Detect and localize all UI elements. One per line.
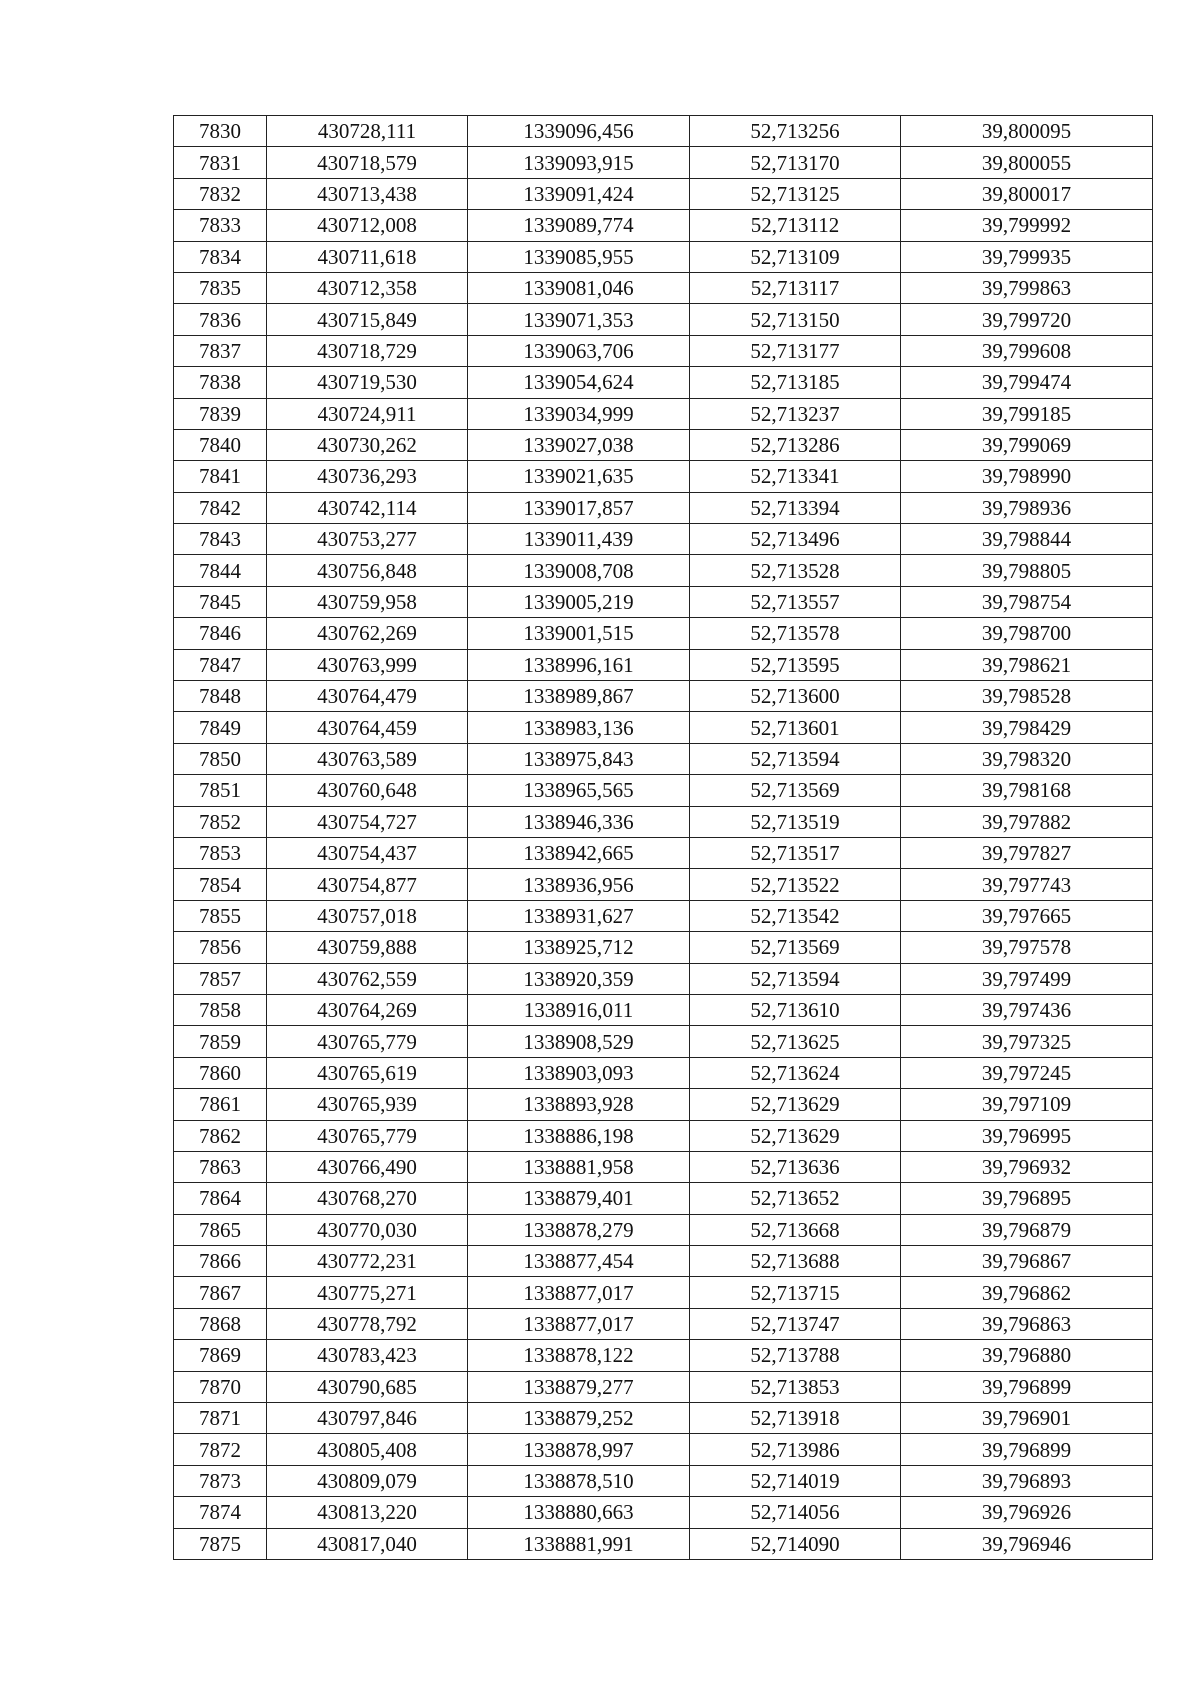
table-row [174,1089,1153,1120]
longitude-cell: 39,797882 [901,806,1153,837]
x-coordinate-cell: 430765,939 [267,1089,468,1120]
x-coordinate-cell: 430764,269 [267,994,468,1025]
x-coordinate-cell: 430724,911 [267,398,468,429]
latitude-cell: 52,713517 [690,837,901,868]
coordinates-table-body [174,116,1153,1560]
latitude-cell: 52,713636 [690,1151,901,1182]
latitude-cell: 52,713177 [690,335,901,366]
longitude-cell: 39,796880 [901,1340,1153,1371]
x-coordinate-cell: 430768,270 [267,1183,468,1214]
longitude-cell: 39,798700 [901,618,1153,649]
table-row [174,1183,1153,1214]
point-number-cell: 7839 [174,398,267,429]
longitude-cell: 39,797325 [901,1026,1153,1057]
latitude-cell: 52,713522 [690,869,901,900]
y-coordinate-cell: 1338942,665 [468,837,690,868]
latitude-cell: 52,713569 [690,775,901,806]
x-coordinate-cell: 430790,685 [267,1371,468,1402]
latitude-cell: 52,713578 [690,618,901,649]
longitude-cell: 39,798621 [901,649,1153,680]
table-row [174,304,1153,335]
x-coordinate-cell: 430765,779 [267,1120,468,1151]
x-coordinate-cell: 430754,727 [267,806,468,837]
x-coordinate-cell: 430765,779 [267,1026,468,1057]
table-row [174,681,1153,712]
table-row [174,492,1153,523]
point-number-cell: 7858 [174,994,267,1025]
y-coordinate-cell: 1338878,997 [468,1434,690,1465]
table-row [174,524,1153,555]
x-coordinate-cell: 430753,277 [267,524,468,555]
x-coordinate-cell: 430805,408 [267,1434,468,1465]
point-number-cell: 7862 [174,1120,267,1151]
point-number-cell: 7869 [174,1340,267,1371]
latitude-cell: 52,713341 [690,461,901,492]
table-row [174,555,1153,586]
x-coordinate-cell: 430797,846 [267,1403,468,1434]
table-row [174,586,1153,617]
x-coordinate-cell: 430765,619 [267,1057,468,1088]
x-coordinate-cell: 430775,271 [267,1277,468,1308]
longitude-cell: 39,796863 [901,1308,1153,1339]
point-number-cell: 7859 [174,1026,267,1057]
y-coordinate-cell: 1339021,635 [468,461,690,492]
point-number-cell: 7867 [174,1277,267,1308]
y-coordinate-cell: 1338877,017 [468,1308,690,1339]
point-number-cell: 7852 [174,806,267,837]
longitude-cell: 39,799185 [901,398,1153,429]
y-coordinate-cell: 1339091,424 [468,178,690,209]
x-coordinate-cell: 430736,293 [267,461,468,492]
latitude-cell: 52,713170 [690,147,901,178]
longitude-cell: 39,797499 [901,963,1153,994]
x-coordinate-cell: 430760,648 [267,775,468,806]
x-coordinate-cell: 430718,579 [267,147,468,178]
point-number-cell: 7865 [174,1214,267,1245]
latitude-cell: 52,713542 [690,900,901,931]
longitude-cell: 39,796946 [901,1528,1153,1559]
latitude-cell: 52,713185 [690,367,901,398]
latitude-cell: 52,713788 [690,1340,901,1371]
y-coordinate-cell: 1338946,336 [468,806,690,837]
longitude-cell: 39,796895 [901,1183,1153,1214]
latitude-cell: 52,713237 [690,398,901,429]
longitude-cell: 39,799069 [901,429,1153,460]
table-row [174,1214,1153,1245]
y-coordinate-cell: 1338920,359 [468,963,690,994]
table-row [174,649,1153,680]
table-row [174,398,1153,429]
latitude-cell: 52,713918 [690,1403,901,1434]
x-coordinate-cell: 430763,999 [267,649,468,680]
table-row [174,1528,1153,1559]
longitude-cell: 39,798805 [901,555,1153,586]
y-coordinate-cell: 1339085,955 [468,241,690,272]
table-row [174,429,1153,460]
table-row [174,900,1153,931]
x-coordinate-cell: 430762,559 [267,963,468,994]
latitude-cell: 52,713150 [690,304,901,335]
x-coordinate-cell: 430770,030 [267,1214,468,1245]
y-coordinate-cell: 1338975,843 [468,743,690,774]
table-row [174,367,1153,398]
longitude-cell: 39,796901 [901,1403,1153,1434]
y-coordinate-cell: 1338878,122 [468,1340,690,1371]
longitude-cell: 39,798990 [901,461,1153,492]
latitude-cell: 52,713569 [690,932,901,963]
longitude-cell: 39,799863 [901,272,1153,303]
table-row [174,743,1153,774]
x-coordinate-cell: 430754,437 [267,837,468,868]
longitude-cell: 39,798936 [901,492,1153,523]
y-coordinate-cell: 1338931,627 [468,900,690,931]
longitude-cell: 39,798528 [901,681,1153,712]
y-coordinate-cell: 1339017,857 [468,492,690,523]
longitude-cell: 39,796893 [901,1465,1153,1496]
x-coordinate-cell: 430719,530 [267,367,468,398]
y-coordinate-cell: 1339005,219 [468,586,690,617]
point-number-cell: 7871 [174,1403,267,1434]
y-coordinate-cell: 1338983,136 [468,712,690,743]
latitude-cell: 52,713600 [690,681,901,712]
point-number-cell: 7844 [174,555,267,586]
point-number-cell: 7850 [174,743,267,774]
table-row [174,932,1153,963]
table-row [174,1497,1153,1528]
table-row [174,1465,1153,1496]
point-number-cell: 7838 [174,367,267,398]
latitude-cell: 52,713394 [690,492,901,523]
y-coordinate-cell: 1338903,093 [468,1057,690,1088]
point-number-cell: 7846 [174,618,267,649]
table-row [174,1246,1153,1277]
point-number-cell: 7835 [174,272,267,303]
y-coordinate-cell: 1338925,712 [468,932,690,963]
y-coordinate-cell: 1339027,038 [468,429,690,460]
table-row [174,1340,1153,1371]
table-row [174,775,1153,806]
y-coordinate-cell: 1338916,011 [468,994,690,1025]
point-number-cell: 7833 [174,210,267,241]
x-coordinate-cell: 430742,114 [267,492,468,523]
latitude-cell: 52,713125 [690,178,901,209]
latitude-cell: 52,713117 [690,272,901,303]
latitude-cell: 52,713519 [690,806,901,837]
table-row [174,147,1153,178]
table-row [174,335,1153,366]
x-coordinate-cell: 430754,877 [267,869,468,900]
x-coordinate-cell: 430764,459 [267,712,468,743]
y-coordinate-cell: 1339054,624 [468,367,690,398]
y-coordinate-cell: 1338879,401 [468,1183,690,1214]
x-coordinate-cell: 430759,888 [267,932,468,963]
latitude-cell: 52,713652 [690,1183,901,1214]
latitude-cell: 52,713112 [690,210,901,241]
table-row [174,1371,1153,1402]
x-coordinate-cell: 430778,792 [267,1308,468,1339]
y-coordinate-cell: 1339011,439 [468,524,690,555]
y-coordinate-cell: 1338879,277 [468,1371,690,1402]
point-number-cell: 7864 [174,1183,267,1214]
longitude-cell: 39,797578 [901,932,1153,963]
point-number-cell: 7843 [174,524,267,555]
point-number-cell: 7834 [174,241,267,272]
longitude-cell: 39,798168 [901,775,1153,806]
point-number-cell: 7847 [174,649,267,680]
table-row [174,116,1153,147]
point-number-cell: 7861 [174,1089,267,1120]
y-coordinate-cell: 1339063,706 [468,335,690,366]
y-coordinate-cell: 1338877,454 [468,1246,690,1277]
x-coordinate-cell: 430730,262 [267,429,468,460]
x-coordinate-cell: 430817,040 [267,1528,468,1559]
y-coordinate-cell: 1339034,999 [468,398,690,429]
longitude-cell: 39,797827 [901,837,1153,868]
table-row [174,1120,1153,1151]
longitude-cell: 39,796879 [901,1214,1153,1245]
latitude-cell: 52,713668 [690,1214,901,1245]
y-coordinate-cell: 1338880,663 [468,1497,690,1528]
point-number-cell: 7832 [174,178,267,209]
y-coordinate-cell: 1339001,515 [468,618,690,649]
point-number-cell: 7866 [174,1246,267,1277]
latitude-cell: 52,713629 [690,1089,901,1120]
latitude-cell: 52,714056 [690,1497,901,1528]
table-row [174,210,1153,241]
x-coordinate-cell: 430711,618 [267,241,468,272]
x-coordinate-cell: 430772,231 [267,1246,468,1277]
point-number-cell: 7830 [174,116,267,147]
table-row [174,1151,1153,1182]
x-coordinate-cell: 430713,438 [267,178,468,209]
table-row [174,963,1153,994]
latitude-cell: 52,713853 [690,1371,901,1402]
point-number-cell: 7840 [174,429,267,460]
y-coordinate-cell: 1338893,928 [468,1089,690,1120]
latitude-cell: 52,713625 [690,1026,901,1057]
point-number-cell: 7863 [174,1151,267,1182]
latitude-cell: 52,713715 [690,1277,901,1308]
point-number-cell: 7875 [174,1528,267,1559]
longitude-cell: 39,796926 [901,1497,1153,1528]
x-coordinate-cell: 430718,729 [267,335,468,366]
x-coordinate-cell: 430728,111 [267,116,468,147]
y-coordinate-cell: 1338908,529 [468,1026,690,1057]
longitude-cell: 39,799474 [901,367,1153,398]
table-row [174,1057,1153,1088]
latitude-cell: 52,713629 [690,1120,901,1151]
longitude-cell: 39,796995 [901,1120,1153,1151]
latitude-cell: 52,713986 [690,1434,901,1465]
y-coordinate-cell: 1339081,046 [468,272,690,303]
longitude-cell: 39,798754 [901,586,1153,617]
x-coordinate-cell: 430764,479 [267,681,468,712]
table-row [174,837,1153,868]
point-number-cell: 7842 [174,492,267,523]
x-coordinate-cell: 430766,490 [267,1151,468,1182]
latitude-cell: 52,713610 [690,994,901,1025]
longitude-cell: 39,799935 [901,241,1153,272]
longitude-cell: 39,800095 [901,116,1153,147]
x-coordinate-cell: 430712,008 [267,210,468,241]
point-number-cell: 7874 [174,1497,267,1528]
x-coordinate-cell: 430715,849 [267,304,468,335]
latitude-cell: 52,713496 [690,524,901,555]
longitude-cell: 39,796899 [901,1371,1153,1402]
y-coordinate-cell: 1339008,708 [468,555,690,586]
latitude-cell: 52,713594 [690,963,901,994]
y-coordinate-cell: 1338886,198 [468,1120,690,1151]
longitude-cell: 39,796862 [901,1277,1153,1308]
latitude-cell: 52,713256 [690,116,901,147]
point-number-cell: 7854 [174,869,267,900]
point-number-cell: 7873 [174,1465,267,1496]
longitude-cell: 39,797109 [901,1089,1153,1120]
point-number-cell: 7851 [174,775,267,806]
longitude-cell: 39,796867 [901,1246,1153,1277]
table-row [174,241,1153,272]
table-row [174,178,1153,209]
longitude-cell: 39,798844 [901,524,1153,555]
longitude-cell: 39,797245 [901,1057,1153,1088]
longitude-cell: 39,800017 [901,178,1153,209]
longitude-cell: 39,799992 [901,210,1153,241]
y-coordinate-cell: 1338936,956 [468,869,690,900]
latitude-cell: 52,714019 [690,1465,901,1496]
y-coordinate-cell: 1338881,991 [468,1528,690,1559]
table-row [174,1026,1153,1057]
latitude-cell: 52,713528 [690,555,901,586]
y-coordinate-cell: 1338965,565 [468,775,690,806]
table-row [174,618,1153,649]
x-coordinate-cell: 430757,018 [267,900,468,931]
x-coordinate-cell: 430809,079 [267,1465,468,1496]
y-coordinate-cell: 1338989,867 [468,681,690,712]
longitude-cell: 39,799608 [901,335,1153,366]
table-row [174,712,1153,743]
point-number-cell: 7872 [174,1434,267,1465]
longitude-cell: 39,797743 [901,869,1153,900]
point-number-cell: 7849 [174,712,267,743]
table-row [174,1403,1153,1434]
longitude-cell: 39,798320 [901,743,1153,774]
latitude-cell: 52,713595 [690,649,901,680]
point-number-cell: 7868 [174,1308,267,1339]
x-coordinate-cell: 430763,589 [267,743,468,774]
latitude-cell: 52,713557 [690,586,901,617]
point-number-cell: 7845 [174,586,267,617]
y-coordinate-cell: 1338878,279 [468,1214,690,1245]
y-coordinate-cell: 1338996,161 [468,649,690,680]
x-coordinate-cell: 430813,220 [267,1497,468,1528]
point-number-cell: 7860 [174,1057,267,1088]
longitude-cell: 39,798429 [901,712,1153,743]
table-row [174,461,1153,492]
y-coordinate-cell: 1338879,252 [468,1403,690,1434]
point-number-cell: 7831 [174,147,267,178]
latitude-cell: 52,713601 [690,712,901,743]
point-number-cell: 7870 [174,1371,267,1402]
x-coordinate-cell: 430756,848 [267,555,468,586]
y-coordinate-cell: 1339093,915 [468,147,690,178]
table-row [174,1277,1153,1308]
x-coordinate-cell: 430762,269 [267,618,468,649]
point-number-cell: 7837 [174,335,267,366]
longitude-cell: 39,797665 [901,900,1153,931]
x-coordinate-cell: 430712,358 [267,272,468,303]
latitude-cell: 52,713286 [690,429,901,460]
table-row [174,994,1153,1025]
table-row [174,1434,1153,1465]
x-coordinate-cell: 430783,423 [267,1340,468,1371]
point-number-cell: 7855 [174,900,267,931]
longitude-cell: 39,796899 [901,1434,1153,1465]
point-number-cell: 7857 [174,963,267,994]
latitude-cell: 52,714090 [690,1528,901,1559]
coordinates-table [173,115,1153,1560]
table-row [174,272,1153,303]
point-number-cell: 7841 [174,461,267,492]
table-row [174,869,1153,900]
longitude-cell: 39,799720 [901,304,1153,335]
y-coordinate-cell: 1338877,017 [468,1277,690,1308]
x-coordinate-cell: 430759,958 [267,586,468,617]
longitude-cell: 39,797436 [901,994,1153,1025]
longitude-cell: 39,796932 [901,1151,1153,1182]
point-number-cell: 7848 [174,681,267,712]
latitude-cell: 52,713109 [690,241,901,272]
y-coordinate-cell: 1339071,353 [468,304,690,335]
latitude-cell: 52,713688 [690,1246,901,1277]
y-coordinate-cell: 1338881,958 [468,1151,690,1182]
latitude-cell: 52,713594 [690,743,901,774]
point-number-cell: 7856 [174,932,267,963]
latitude-cell: 52,713747 [690,1308,901,1339]
longitude-cell: 39,800055 [901,147,1153,178]
point-number-cell: 7836 [174,304,267,335]
y-coordinate-cell: 1339089,774 [468,210,690,241]
latitude-cell: 52,713624 [690,1057,901,1088]
y-coordinate-cell: 1338878,510 [468,1465,690,1496]
y-coordinate-cell: 1339096,456 [468,116,690,147]
table-row [174,806,1153,837]
point-number-cell: 7853 [174,837,267,868]
table-row [174,1308,1153,1339]
